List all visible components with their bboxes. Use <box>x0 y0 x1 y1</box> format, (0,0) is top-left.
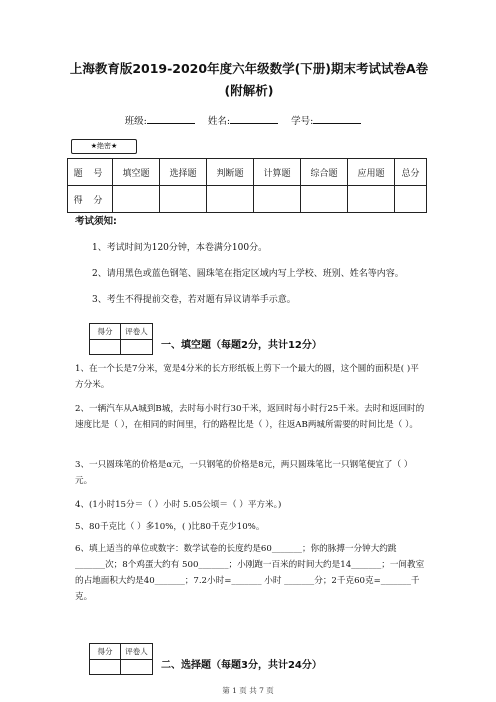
score-cell[interactable] <box>301 186 348 213</box>
score-cell[interactable] <box>348 186 395 213</box>
score-cell[interactable] <box>207 186 254 213</box>
student-info-line <box>0 113 496 127</box>
notice-item: 3、考生不得提前交卷，若对题有异议请举手示意。 <box>92 295 296 305</box>
score-cell[interactable] <box>113 186 160 213</box>
score-table-column: 填空题 <box>113 159 160 186</box>
score-table-column: 计算题 <box>254 159 301 186</box>
grader-reviewer-cell[interactable] <box>121 340 152 355</box>
question-item: 2、一辆汽车从A城到B城，去时每小时行30千米，返回时每小时行25千米。去时和返回时的速度比是（ ），在相同的时间里，行的路程比是（ ），往返AB两城所需要的时间比是（ ）。 <box>75 404 425 430</box>
page-footer: 第 1 页 共 7 页 <box>222 686 274 695</box>
secret-badge: ★绝密★ <box>71 139 137 154</box>
section-title: 一、填空题（每题2分，共计12分） <box>161 340 322 351</box>
score-table-score-row <box>68 186 427 213</box>
score-cell[interactable] <box>395 186 427 213</box>
section-title: 二、选择题（每题3分，共计24分） <box>161 660 322 671</box>
question-item: 6、填上适当的单位或数字：数学试卷的长度约是60_______；你的脉搏一分钟大约跳_______次；8个鸡蛋大约有 500_______；小刚跑一百米的时间大约是14_______；一间教室的占地面积大约是40_______；7.2小时=_______ 小时 _______分；2千克60克=_______千克。 <box>75 544 425 602</box>
grader-reviewer-label: 评卷人 <box>125 327 148 336</box>
notice-item: 2、请用黑色或蓝色钢笔、圆珠笔在指定区域内写上学校、班别、姓名等内容。 <box>92 269 404 279</box>
grader-score-label: 得分 <box>90 644 121 659</box>
grader-score-cell[interactable] <box>90 660 121 675</box>
score-table-row-head: 题 号 <box>68 159 113 186</box>
score-table-column: 应用题 <box>348 159 395 186</box>
score-table-column: 判断题 <box>207 159 254 186</box>
score-table-header-row <box>68 159 427 186</box>
class-blank[interactable] <box>147 114 195 124</box>
score-table-column: 总分 <box>395 159 427 186</box>
question-item: 1、在一个长是7分米，宽是4分米的长方形纸板上剪下一个最大的圆，这个圆的面积是( )平方分米。 <box>75 364 419 390</box>
name-label: 姓名: <box>207 116 231 127</box>
notice-heading: 考试须知: <box>75 216 117 227</box>
score-table-column: 综合题 <box>301 159 348 186</box>
score-cell[interactable] <box>160 186 207 213</box>
page-title: 上海教育版2019-2020年度六年级数学(下册)期末考试试卷A卷 (附解析) <box>69 61 429 98</box>
name-blank[interactable] <box>230 114 278 124</box>
class-label: 班级: <box>124 116 147 127</box>
question-item: 3、一只圆珠笔的价格是α元，一只钢笔的价格是8元，两只圆珠笔比一只钢笔便宜了（ ）元。 <box>75 460 413 486</box>
grader-box <box>89 323 153 355</box>
id-blank[interactable] <box>313 114 361 124</box>
question-item: 5、80千克比（ ）多10%，( )比80千克少10%。 <box>75 522 265 532</box>
score-table-row-head: 得 分 <box>68 186 113 213</box>
grader-reviewer-label: 评卷人 <box>125 647 148 656</box>
score-table-column: 选择题 <box>160 159 207 186</box>
grader-score-label: 得分 <box>90 324 121 339</box>
id-label: 学号: <box>291 116 314 127</box>
grader-reviewer-cell[interactable] <box>121 660 152 675</box>
question-item: 4、(1小时15分＝（ ）小时 5.05公顷＝（ ）平方米。) <box>75 500 282 510</box>
grader-box <box>89 643 153 675</box>
grader-score-cell[interactable] <box>90 340 121 355</box>
score-table <box>67 158 427 213</box>
notice-item: 1、考试时间为120分钟，本卷满分100分。 <box>92 243 268 253</box>
score-cell[interactable] <box>254 186 301 213</box>
